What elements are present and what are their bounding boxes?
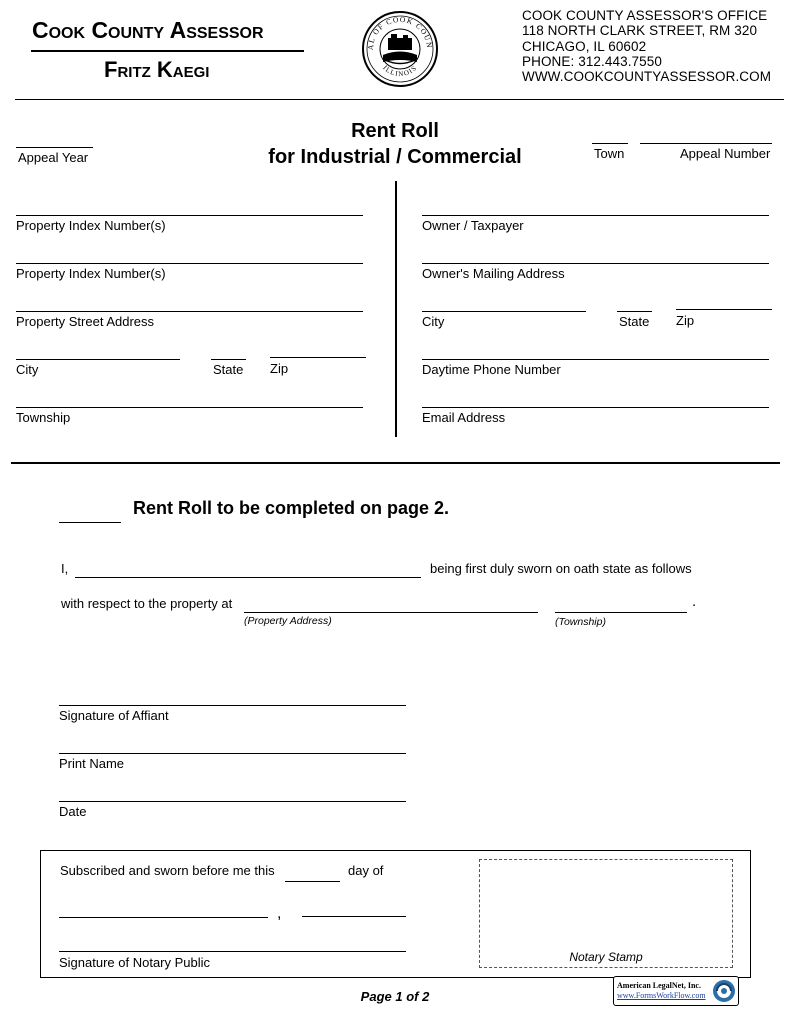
appeal-year-label: Appeal Year xyxy=(18,150,89,165)
vendor-logo-icon xyxy=(712,979,736,1003)
owner-city-line[interactable] xyxy=(422,311,586,312)
office-name: COOK COUNTY ASSESSOR'S OFFICE xyxy=(522,8,768,23)
office-address xyxy=(522,8,771,84)
property-state-label: State xyxy=(213,362,244,377)
vendor-badge[interactable] xyxy=(613,976,739,1006)
form-title xyxy=(200,118,590,170)
print-name-line[interactable] xyxy=(59,753,406,754)
property-city-label: City xyxy=(16,362,39,377)
pin1-label: Property Index Number(s) xyxy=(16,218,166,233)
notary-day-line[interactable] xyxy=(285,881,340,882)
sworn-text: being first duly sworn on oath state as follows xyxy=(430,561,692,576)
owner-label: Owner / Taxpayer xyxy=(422,218,524,233)
notary-year-line[interactable] xyxy=(302,916,406,917)
page-number: Page 1 of 2 xyxy=(360,989,430,1004)
street-line[interactable] xyxy=(16,311,363,312)
affiant-name-line[interactable] xyxy=(75,577,421,578)
day-of-text: day of xyxy=(348,863,384,878)
email-label: Email Address xyxy=(422,410,506,425)
seal-bottom-text: ILLINOIS xyxy=(381,63,419,79)
appeal-number-label: Appeal Number xyxy=(680,146,771,161)
affiant-signature-label: Signature of Affiant xyxy=(59,708,169,723)
phone-line[interactable] xyxy=(422,359,769,360)
email-line[interactable] xyxy=(422,407,769,408)
pin2-line[interactable] xyxy=(16,263,363,264)
affiant-signature-line[interactable] xyxy=(59,705,406,706)
assessor-name: Fritz Kaegi xyxy=(104,57,210,82)
town-line[interactable] xyxy=(592,143,628,144)
notary-comma: , xyxy=(277,905,282,922)
owner-zip-line[interactable] xyxy=(676,309,772,310)
notary-stamp-label: Notary Stamp xyxy=(569,950,643,964)
date-label: Date xyxy=(59,804,87,819)
property-city-line[interactable] xyxy=(16,359,180,360)
phone-label: Daytime Phone Number xyxy=(422,362,561,377)
seal-icon xyxy=(361,10,439,88)
affidavit-township-line[interactable] xyxy=(555,612,687,613)
property-zip-label: Zip xyxy=(270,361,289,376)
owner-line[interactable] xyxy=(422,215,769,216)
owner-state-line[interactable] xyxy=(617,311,652,312)
owner-city-label: City xyxy=(422,314,445,329)
appeal-number-line[interactable] xyxy=(640,143,772,144)
respect-text: with respect to the property at xyxy=(61,596,233,611)
mailing-line[interactable] xyxy=(422,263,769,264)
header-title-underline xyxy=(31,50,304,52)
pin2-label: Property Index Number(s) xyxy=(16,266,166,281)
rent-roll-note: Rent Roll to be completed on page 2. xyxy=(133,498,450,518)
township-line[interactable] xyxy=(16,407,363,408)
form-title-line1: Rent Roll xyxy=(351,120,439,142)
section-divider xyxy=(11,462,780,464)
seal-top-text: AL OF COOK COUN xyxy=(365,14,435,51)
date-line[interactable] xyxy=(59,801,406,802)
appeal-year-line[interactable] xyxy=(16,147,93,148)
office-city: CHICAGO, IL 60602 xyxy=(522,38,647,54)
town-label: Town xyxy=(594,146,625,161)
form-title-line2: for Industrial / Commercial xyxy=(268,146,522,168)
owner-zip-label: Zip xyxy=(676,313,695,328)
assessor-title: Cook County Assessor xyxy=(32,17,264,43)
owner-state-label: State xyxy=(619,314,650,329)
property-state-line[interactable] xyxy=(211,359,246,360)
header-divider xyxy=(15,99,784,100)
property-address-line[interactable] xyxy=(244,612,538,613)
mailing-label: Owner's Mailing Address xyxy=(422,266,565,281)
office-street: 118 NORTH CLARK STREET, RM 320 xyxy=(522,23,758,39)
notary-signature-label: Signature of Notary Public xyxy=(59,955,211,970)
column-divider xyxy=(395,181,397,437)
street-label: Property Street Address xyxy=(16,314,155,329)
office-website: WWW.COOKCOUNTYASSESSOR.COM xyxy=(522,69,772,85)
affiant-i-label: I, xyxy=(61,561,69,576)
county-seal xyxy=(361,10,439,88)
svg-text:ILLINOIS xyxy=(381,64,419,78)
subscribed-text: Subscribed and sworn before me this xyxy=(60,863,275,878)
affidavit-period: . xyxy=(692,593,697,610)
pin1-line[interactable] xyxy=(16,215,363,216)
notary-signature-line[interactable] xyxy=(59,951,406,952)
vendor-name: American LegalNet, Inc. xyxy=(617,981,701,990)
township-label: Township xyxy=(16,410,71,425)
print-name-label: Print Name xyxy=(59,756,125,771)
township-hint: (Township) xyxy=(555,616,606,628)
property-zip-line[interactable] xyxy=(270,357,366,358)
notary-month-line[interactable] xyxy=(59,917,268,918)
vendor-url[interactable]: www.FormsWorkFlow.com xyxy=(617,991,706,1000)
office-phone: PHONE: 312.443.7550 xyxy=(522,53,662,69)
rent-roll-check-line[interactable] xyxy=(59,522,121,523)
property-address-hint: (Property Address) xyxy=(244,615,332,627)
